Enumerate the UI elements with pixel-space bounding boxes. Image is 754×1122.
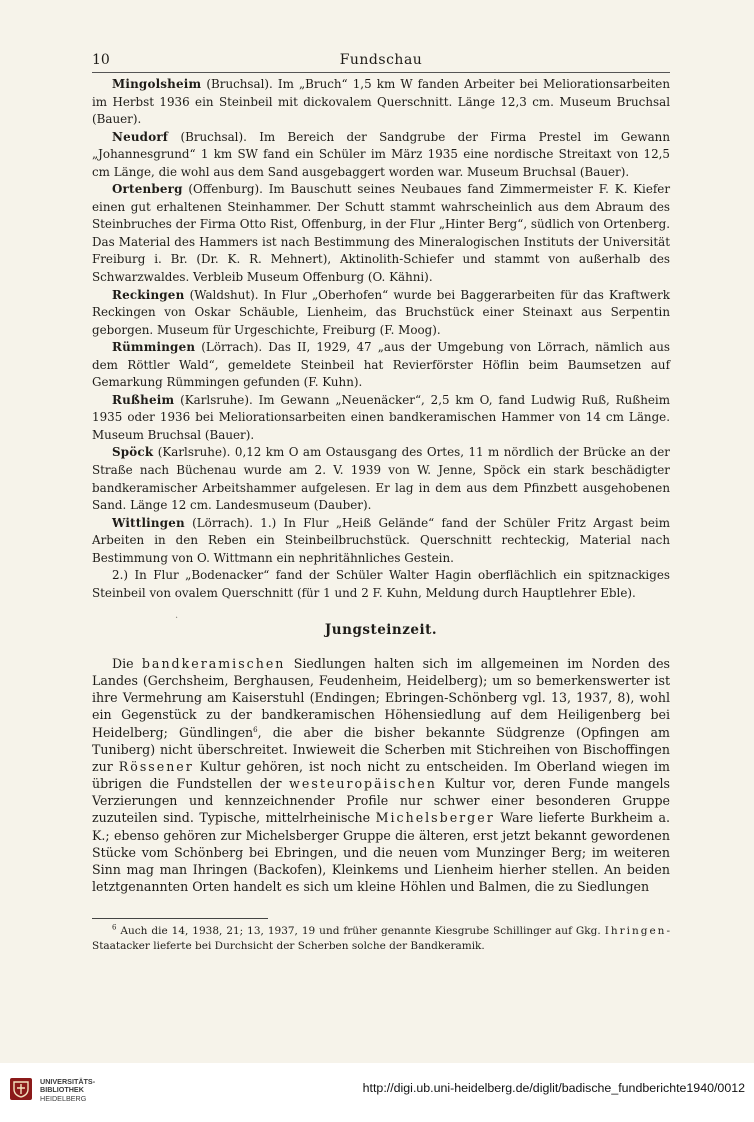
entry-text: (Karlsruhe). Im Gewann „Neuenäcker“, 2,5 km O, fand Ludwig Ruß, Rußheim 1935 oder 1936 bei Meliorationsarbeiten einen bandkeramischen Hammer von 14 cm Länge. Museum Bruchsal (Bauer). [92,392,670,442]
library-name [40,1078,95,1103]
entry-text: (Lörrach). Das II, 1929, 47 „aus der Umgebung von Lörrach, nämlich aus dem Röttler Wald“, gemeldete Steinbeil hat Revierförster Höflin beim Baumsetzen auf Gemarkung Rümmingen gefunden (F. Kuhn). [92,340,670,390]
text-run: Auch die 14, 1938, 21; 13, 1937, 19 und früher genannte Kiesgrube Schillinger auf Gkg. [116,925,605,937]
text-run: Ware lieferte Burkheim a. K.; ebenso gehören zur Michelsberger Gruppe die älteren, erst jetzt bekannt gewordenen Stücke vom Schönberg bei Ebringen, und die neuen vom Munzinger Berg; im weiteren Sinn mag man Ihringen (Backofen), Kleinkems und Lienheim hierher stellen. An beiden letztgenannten Orten handelt es sich um kleine Höhlen und Balmen, die zu Siedlungen [92,810,670,895]
footnote-rule [92,918,268,919]
text-run: , die aber die bisher bekannte Südgrenze (Opfingen am Tuniberg) nicht überschreitet. Inwieweit die Scherben mit Stichreihen von Bischoffingen zur [92,724,670,774]
entry-spoeck [92,444,670,514]
footnote-number: 6 [112,923,117,932]
place-name: Neudorf [112,129,169,144]
text-run: Kultur vor, deren Funde mangels Verzierungen und kennzeichnender Profile nur schwer einer besonderen Gruppe zuzuteilen sind. Typische, mittelrheinische [92,776,670,826]
entry-text: (Lörrach). 1.) In Flur „Heiß Gelände“ fand der Schüler Fritz Argast beim Arbeiten in den Reben ein Steinbeilbruchstück. Querschnitt rechteckig, Material nach Bestimmung von O. Wittmann ein nephritähnliches Gestein. [92,515,670,565]
spaced-term: Rössener [118,758,194,774]
place-name: Spöck [112,445,154,460]
place-name: Reckingen [112,287,185,302]
spaced-term: bandkeramischen [141,656,286,671]
text-run: Siedlungen halten sich im allgemeinen im Norden des Landes (Gerchsheim, Berghausen, Feudenheim, Heidelberg); um so bemerkenswerter ist ihre Vermehrung am Kaiserstuhl (Endingen; Ebringen-Schönberg vgl. 13, 1937, 8), wohl ein Gegenstück zu der bandkeramischen Höhensiedlung auf dem Heiligenberg bei Heidelberg; Gündlingen [92,656,670,740]
find-entries [92,76,670,602]
place-name: Wittlingen [112,515,185,530]
body-paragraph [92,655,670,895]
place-name: Rußheim [112,392,175,407]
entry-text: (Bruchsal). Im „Bruch“ 1,5 km W fanden Arbeiter bei Meliorationsarbeiten im Herbst 1936 ein Steinbeil mit dickovalem Querschnitt. Länge 12,3 cm. Museum Bruchsal (Bauer). [92,77,670,127]
spaced-term: westeuropäischen [289,776,437,792]
text-run: Kultur gehören, ist noch nicht zu entscheiden. Im Oberland wiegen im übrigen die Fundstellen der [92,758,670,792]
stray-mark: · [175,613,179,624]
entry-wittlingen-continuation: 2.) In Flur „Bodenacker“ fand der Schüler Walter Hagin oberflächlich ein spitznackiges Steinbeil von ovalem Querschnitt (für 1 und 2 F. Kuhn, Meldung durch Hauptlehrer Eble). [92,568,670,600]
page-number: 10 [92,52,110,68]
entry-text: (Karlsruhe). 0,12 km O am Ostausgang des Ortes, 11 m nördlich der Brücke an der Straße nach Büchenau wurde am 2. V. 1939 von W. Jenne, Spöck ein stark beschädigter bandkeramischer Arbeitshammer aufgelesen. Er lag in dem aus dem Pfinzbett ausgehobenen Sand. Länge 12 cm. Landesmuseum (Dauber). [92,445,670,513]
footnote-text [92,924,670,954]
footnote-marker: 6 [253,725,258,734]
spaced-term: Ihringen [604,925,667,937]
entry-ruemmingen [92,339,670,392]
entry-wittlingen [92,515,670,568]
entry-neudorf [92,129,670,182]
place-name: Ortenberg [112,182,183,197]
entry-mingolsheim [92,76,670,129]
entry-russheim [92,392,670,445]
entry-reckingen [92,287,670,340]
footnote [92,924,670,954]
entry-text: (Bruchsal). Im Bereich der Sandgrube der Firma Prestel im Gewann „Johannesgrund“ 1 km SW fand ein Schüler im März 1935 eine nordische Streitaxt von 12,5 cm Länge, die wohl aus dem Sand ausgebaggert worden war. Museum Bruchsal (Bauer). [92,129,670,179]
library-line: HEIDELBERG [40,1093,87,1103]
entry-ortenberg [92,181,670,286]
section-body [92,655,670,895]
place-name: Mingolsheim [112,77,202,91]
text-run: -Staatacker lieferte bei Durchsicht der Scherben solche der Bandkeramik. [92,925,670,952]
entry-text: (Waldshut). In Flur „Oberhofen“ wurde bei Baggerarbeiten für das Kraftwerk Reckingen von Oskar Schäuble, Lienheim, das Bruchstück einer Steinaxt aus Serpentin geborgen. Museum für Urgeschichte, Freiburg (F. Moog). [92,287,670,337]
university-seal-icon [10,1078,32,1100]
library-line: UNIVERSITÄTS- [40,1077,96,1086]
source-url[interactable]: http://digi.ub.uni-heidelberg.de/diglit/badische_fundberichte1940/0012 [362,1081,745,1095]
running-title: Fundschau [339,52,423,68]
page-header [92,50,670,73]
library-line: BIBLIOTHEK [40,1085,84,1095]
entry-text: (Offenburg). Im Bauschutt seines Neubaues fand Zimmermeister F. K. Kiefer einen gut erhaltenen Steinhammer. Der Schutt stammt wahrscheinlich aus dem Abraum des Steinbruches der Firma Otto Rist, Offenburg, in der Flur „Hinter Berg“, südlich von Ortenberg. Das Material des Hammers ist nach Bestimmung des Mineralogischen Instituts der Universität Freiburg i. Br. (Dr. K. R. Mehnert), Aktinolith-Schiefer und stammt von außerhalb des Schwarzwaldes. Verbleib Museum Offenburg (O. Kähni). [92,182,670,285]
text-run: Die [112,656,142,671]
section-title: Jungsteinzeit. [324,622,438,638]
place-name: Rümmingen [112,340,196,355]
spaced-term: Michelsberger [375,810,495,826]
